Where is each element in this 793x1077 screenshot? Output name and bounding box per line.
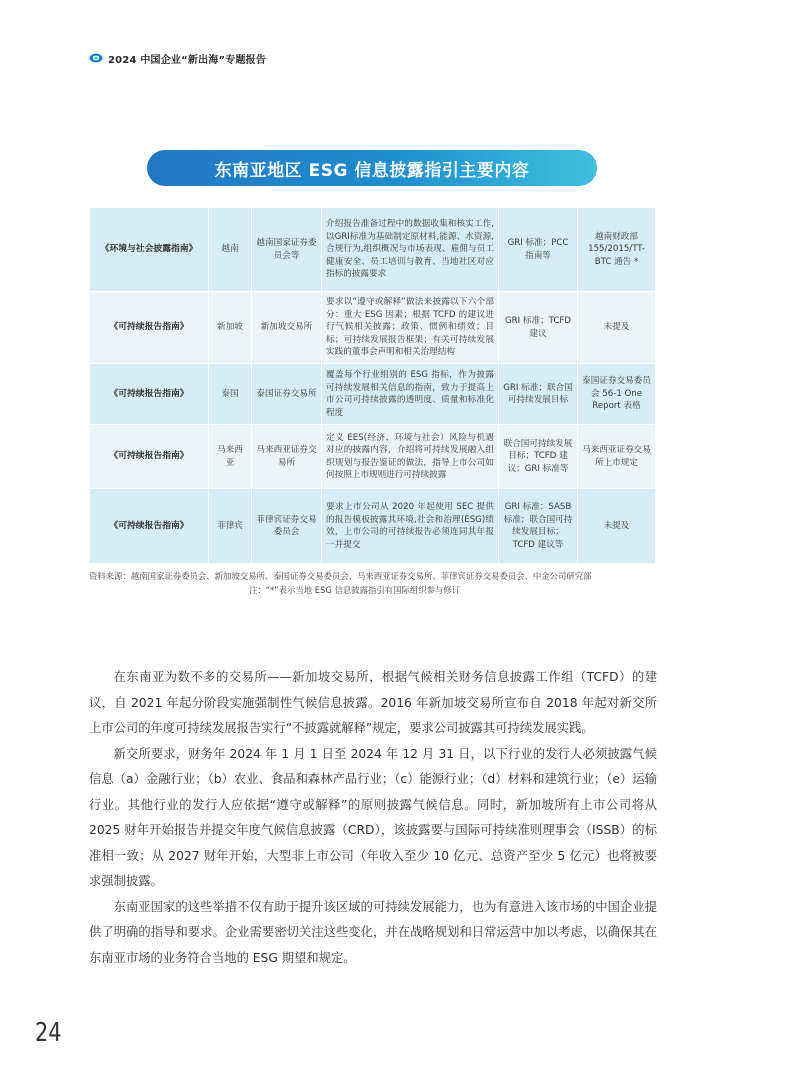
- table-row: [90, 489, 656, 564]
- note-cell: 未提及: [578, 292, 656, 364]
- note-cell: 马来西亚证券交易所上市规定: [578, 425, 656, 489]
- note-cell: 越南财政部 155/2015/TT-BTC 通告 *: [578, 208, 656, 292]
- report-logo-icon: [89, 53, 103, 63]
- reference-cell: GRI 标准；联合国可持续发展目标: [499, 364, 578, 425]
- table-source: [89, 570, 709, 597]
- content-cell: 介绍报告准备过程中的数据收集和核实工作,以GRI标准为基础制定原材料,能源、水资源,合规行为,组织概况与市场表现、雇佣与员工健康安全、员工培训与教育、当地社区对应指标的披露要求: [322, 208, 499, 292]
- country-cell: 马来西亚: [209, 425, 252, 489]
- header-title: 2024 中国企业“新出海”专题报告: [108, 54, 267, 66]
- country-cell: 越南: [209, 208, 252, 292]
- reference-cell: GRI 标准；PCC 指南等: [499, 208, 578, 292]
- source-line: 资料来源：越南国家证券委员会、新加坡交易所、泰国证券交易委员会、马来西亚证券交易所、菲律宾证券交易委员会、中金公司研究部: [89, 571, 592, 581]
- country-cell: 新加坡: [209, 292, 252, 364]
- issuer-cell: 越南国家证券委员会等: [252, 208, 322, 292]
- note-cell: 泰国证券交易委员会 56-1 One Report 表格: [578, 364, 656, 425]
- note-cell: 未提及: [578, 489, 656, 564]
- issuer-cell: 菲律宾证券交易委员会: [252, 489, 322, 564]
- issuer-cell: 泰国证券交易所: [252, 364, 322, 425]
- document-cell: 《可持续报告指南》: [90, 425, 209, 489]
- body-paragraph: 在东南亚为数不多的交易所——新加坡交易所，根据气候相关财务信息披露工作组（TCFD）的建议，自 2021 年起分阶段实施强制性气候信息披露。2016 年新加坡交易所宣布自 2018 年起对新交所上市公司的年度可持续发展报告实行“不披露就解释”规定，要求公司披露其可持续发展实践。: [89, 670, 657, 735]
- body-paragraph: 东南亚国家的这些举措不仅有助于提升该区域的可持续发展能力，也为有意进入该市场的中国企业提供了明确的指导和要求。企业需要密切关注这些变化，并在战略规划和日常运营中加以考虑，以确保其在东南亚市场的业务符合当地的 ESG 期望和规定。: [89, 899, 657, 965]
- table-row: [90, 292, 656, 364]
- page-number: 24: [35, 1018, 62, 1048]
- country-cell: 菲律宾: [209, 489, 252, 564]
- document-cell: 《可持续报告指南》: [90, 364, 209, 425]
- content-cell: 定义 EES(经济、环境与社会）风险与机遇对应的披露内容，介绍将可持续发展融入组织规划与报告鉴证的做法，指导上市公司如何按照上市规则进行可持续披露: [322, 425, 499, 489]
- content-cell: 覆盖每个行业组别的 ESG 指标，作为披露可持续发展相关信息的指南，致力于提高上市公司可持续披露的透明度、质量和标准化程度: [322, 364, 499, 425]
- source-note: 注：“*”表示当地 ESG 信息披露指引有国际组织参与修订: [249, 584, 461, 595]
- reference-cell: GRI 标准；TCFD 建议: [499, 292, 578, 364]
- table-title: 东南亚地区 ESG 信息披露指引主要内容: [214, 160, 530, 181]
- issuer-cell: 新加坡交易所: [252, 292, 322, 364]
- table-row: [90, 425, 656, 489]
- table-row: [90, 208, 656, 292]
- issuer-cell: 马来西亚证券交易所: [252, 425, 322, 489]
- esg-guidelines-table: [89, 207, 656, 564]
- country-cell: 泰国: [209, 364, 252, 425]
- body-paragraph: 新交所要求，财务年 2024 年 1 月 1 日至 2024 年 12 月 31 日，以下行业的发行人必须披露气候信息（a）金融行业；（b）农业、食品和森林产品行业；（c）能源行业；（d）材料和建筑行业；（e）运输行业。其他行业的发行人应依据“遵守或解释”的原则披露气候信息。同时，新加坡所有上市公司将从 2025 财年开始报告并提交年度气候信息披露（CRD），该披露要与国际可持续准则理事会（ISSB）的标准相一致；从 2027 财年开始，大型非上市公司（年收入至少 10 亿元、总资产至少 5 亿元）也将被要求强制披露。: [89, 746, 657, 888]
- content-cell: 要求上市公司从 2020 年起使用 SEC 提供的报告模板披露其环境,社会和治理(ESG)绩效，上市公司的可持续报告必须连同其年报一并提交: [322, 489, 499, 564]
- body-text: [89, 665, 657, 971]
- table-row: [90, 364, 656, 425]
- table-title-banner: [147, 150, 597, 186]
- document-cell: 《可持续报告指南》: [90, 489, 209, 564]
- reference-cell: 联合国可持续发展目标；TCFD 建议；GRI 标准等: [499, 425, 578, 489]
- page-header: [89, 50, 266, 66]
- document-cell: 《环境与社会披露指南》: [90, 208, 209, 292]
- document-cell: 《可持续报告指南》: [90, 292, 209, 364]
- content-cell: 要求以“遵守或解释”做法来披露以下六个部分：重大 ESG 因素；根据 TCFD 的建议进行气候相关披露；政策、惯例和绩效；目标；可持续发展报告框架；有关可持续发展实践的董事会声明和相关治理结构: [322, 292, 499, 364]
- reference-cell: GRI 标准；SASB 标准；联合国可持续发展目标；TCFD 建议等: [499, 489, 578, 564]
